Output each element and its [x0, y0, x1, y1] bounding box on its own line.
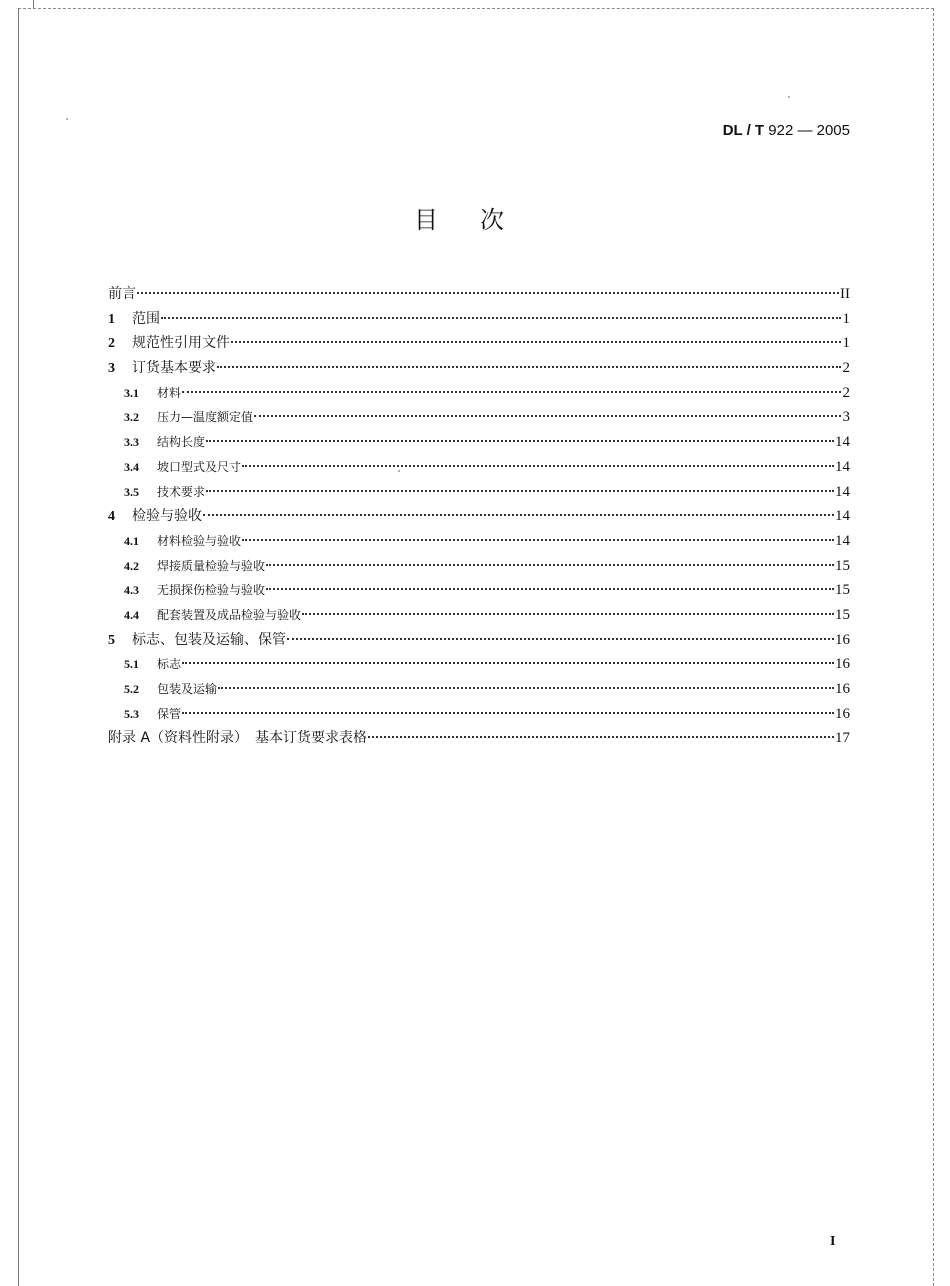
toc-entry-number: 4.4: [124, 607, 139, 622]
toc-entry-number: 4: [108, 509, 115, 525]
toc-entry-page: 3: [842, 409, 850, 426]
toc-entry-label: 坡口型式及尺寸: [157, 459, 242, 474]
toc-entry-label: 检验与验收: [132, 508, 202, 525]
toc-dot-leader: [206, 440, 834, 442]
toc-entry-label: 技术要求: [157, 484, 206, 499]
toc-entry-page: 16: [835, 656, 850, 673]
page-frame-tick: [33, 0, 34, 8]
toc-entry-page: 15: [835, 582, 850, 599]
toc-entry-page: 14: [835, 458, 850, 475]
toc-entry[interactable]: [108, 504, 850, 529]
toc-entry-label: 材料检验与验收: [157, 533, 242, 548]
toc-entry-label: 标志、包装及运输、保管: [132, 631, 286, 648]
toc-entry[interactable]: [108, 726, 850, 751]
toc-entry[interactable]: [108, 677, 850, 702]
toc-entry-number: 5.1: [124, 657, 139, 672]
toc-entry-label: 焊接质量检验与验收: [157, 558, 266, 573]
toc-dot-leader: [203, 514, 834, 516]
toc-entry-label: 配套装置及成品检验与验收: [157, 607, 302, 622]
toc-entry[interactable]: [108, 554, 850, 579]
toc-entry-label: 前言: [108, 286, 136, 302]
toc-entry-label: 压力—温度额定值: [157, 410, 254, 425]
toc-entry[interactable]: [108, 356, 850, 381]
toc-entry-label: 范围: [132, 310, 160, 327]
scan-speck: [788, 96, 790, 98]
toc-entry[interactable]: [108, 480, 850, 505]
toc-entry-label: 保管: [157, 706, 182, 721]
toc-dot-leader: [137, 292, 839, 294]
toc-dot-leader: [302, 613, 834, 615]
toc-entry-number: 3.3: [124, 435, 139, 450]
toc-dot-leader: [206, 490, 834, 492]
toc-entry-page: 14: [835, 508, 850, 525]
toc-entry[interactable]: [108, 381, 850, 406]
toc-entry-number: 5.2: [124, 682, 139, 696]
toc-dot-leader: [368, 736, 834, 738]
toc-entry-page: 16: [835, 631, 850, 648]
toc-entry-number: 4.2: [124, 558, 139, 573]
toc-dot-leader: [287, 638, 834, 640]
standard-number: 922 — 2005: [768, 122, 850, 139]
toc-entry[interactable]: [108, 529, 850, 554]
toc-entry[interactable]: [108, 652, 850, 677]
toc-entry-number: 3.5: [124, 484, 139, 499]
toc-entry-page: 1: [842, 310, 850, 327]
toc-entry-number: 4.1: [124, 533, 139, 548]
toc-entry-label: 包装及运输: [157, 682, 218, 696]
toc-entry-page: 2: [842, 384, 850, 401]
toc-dot-leader: [231, 341, 841, 343]
toc-entry[interactable]: [108, 578, 850, 603]
toc-entry[interactable]: [108, 628, 850, 653]
toc-dot-leader: [266, 588, 834, 590]
page-frame-top: [18, 8, 934, 9]
toc-entry[interactable]: [108, 702, 850, 727]
toc-entry-number: 1: [108, 311, 115, 327]
toc-entry-page: 14: [835, 532, 850, 549]
toc-dot-leader: [242, 539, 834, 541]
toc-entry[interactable]: [108, 307, 850, 332]
toc-entry[interactable]: [108, 603, 850, 628]
toc-entry-page: 16: [835, 705, 850, 722]
toc-entry-page: 15: [835, 606, 850, 623]
toc-dot-leader: [161, 317, 841, 319]
toc-entry-number: 5.3: [124, 706, 139, 721]
toc-entry-page: 16: [835, 681, 850, 697]
toc-entry-label: 材料: [157, 385, 182, 400]
toc-entry[interactable]: [108, 331, 850, 356]
toc-entry-page: 1: [842, 335, 850, 352]
toc-entry-number: 3.2: [124, 410, 139, 425]
page-number: I: [830, 1234, 836, 1249]
toc-dot-leader: [182, 662, 834, 664]
toc-entry-page: 15: [835, 557, 850, 574]
toc-entry-number: 3.4: [124, 459, 139, 474]
toc-entry[interactable]: [108, 405, 850, 430]
toc-dot-leader: [182, 391, 841, 393]
toc-dot-leader: [254, 415, 841, 417]
toc-entry-page: II: [840, 286, 850, 302]
toc-entry-number: 5: [108, 632, 115, 648]
toc-entry-label: 无损探伤检验与验收: [157, 583, 266, 598]
toc-entry-number: 3.1: [124, 385, 139, 400]
toc-entry-label: 规范性引用文件: [132, 335, 230, 352]
toc-entry[interactable]: [108, 430, 850, 455]
toc-dot-leader: [266, 564, 834, 566]
toc-entry-label: 附录 A（资料性附录） 基本订货要求表格: [108, 730, 368, 747]
toc-entry-page: 14: [835, 434, 850, 451]
toc-entry[interactable]: [108, 455, 850, 480]
toc-entry[interactable]: [108, 282, 850, 307]
standard-prefix: DL / T: [722, 122, 765, 139]
toc-dot-leader: [218, 687, 834, 689]
toc-dot-leader: [182, 712, 834, 714]
scan-speck: [66, 118, 68, 120]
toc-entry-label: 结构长度: [157, 435, 206, 450]
page-title: 目次: [414, 206, 546, 234]
toc-entry-number: 2: [108, 336, 115, 352]
table-of-contents: [108, 282, 850, 751]
toc-entry-page: 14: [835, 483, 850, 500]
toc-entry-label: 标志: [157, 657, 182, 672]
toc-dot-leader: [217, 366, 841, 368]
standard-code-header: [723, 122, 850, 139]
toc-entry-page: 2: [842, 360, 850, 377]
toc-entry-number: 3: [108, 361, 115, 377]
toc-dot-leader: [242, 465, 834, 467]
toc-entry-label: 订货基本要求: [132, 360, 216, 377]
toc-entry-number: 4.3: [124, 583, 139, 598]
toc-entry-page: 17: [835, 730, 850, 747]
